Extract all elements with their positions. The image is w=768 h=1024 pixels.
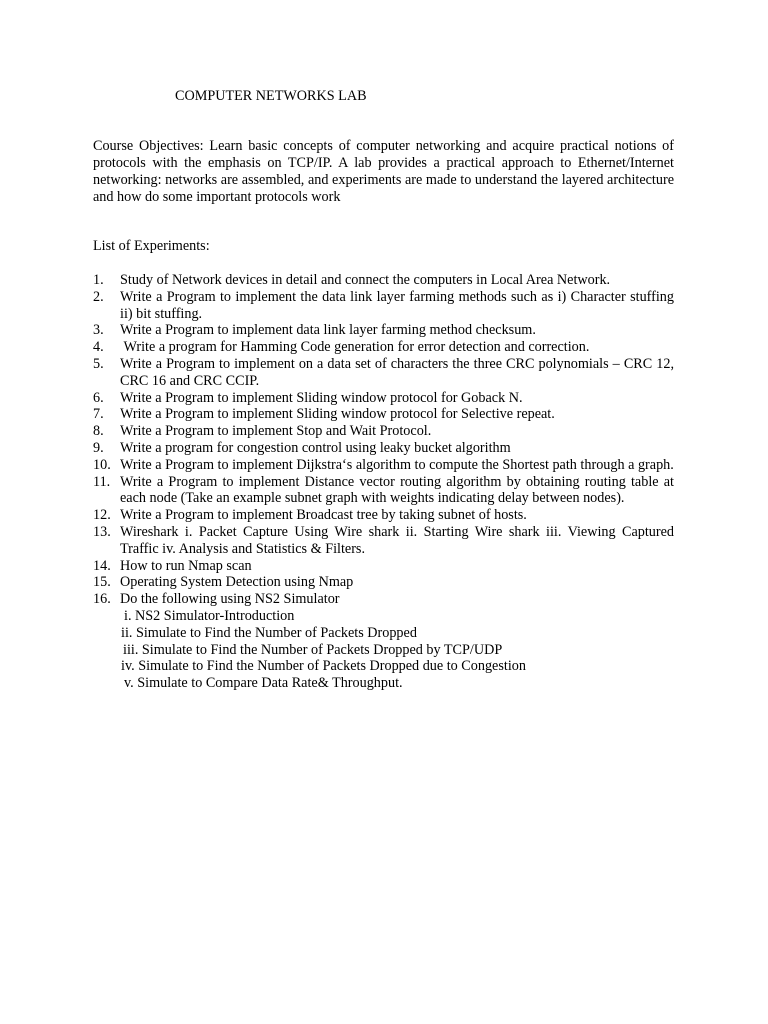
- experiment-text: How to run Nmap scan: [120, 557, 252, 574]
- experiment-number: 6.: [93, 389, 104, 406]
- experiment-item: [93, 440, 674, 457]
- experiment-text: Write a Program to implement Stop and Wait Protocol.: [120, 423, 432, 440]
- ns2-task-item: iii. Simulate to Find the Number of Packets Dropped by TCP/UDP: [123, 641, 503, 658]
- experiment-text: Study of Network devices in detail and connect the computers in Local Area Network.: [120, 272, 611, 288]
- ns2-task-item: ii. Simulate to Find the Number of Packets Dropped: [121, 624, 417, 641]
- course-objectives-paragraph: Course Objectives: Learn basic concepts of computer networking and acquire practical notions of protocols with the emphasis on TCP/IP. A lab provides a practical approach to Ethernet/Internet networking: networks are assembled, and experiments are made to understand the layered architecture and how do some important protocols work: [93, 138, 674, 205]
- experiment-text: Write a Program to implement Distance vector routing algorithm by obtaining routing table at each node (Take an example subnet graph with weights indicating delay between nodes).: [120, 473, 674, 507]
- experiment-text: Operating System Detection using Nmap: [120, 574, 354, 591]
- experiment-text: Wireshark i. Packet Capture Using Wire shark ii. Starting Wire shark iii. Viewing Captured Traffic iv. Analysis and Statistics & Filters.: [120, 523, 674, 557]
- experiment-number: 8.: [93, 423, 104, 440]
- experiment-item: [93, 272, 674, 289]
- ns2-task-list: [120, 608, 674, 692]
- experiment-item: [93, 322, 674, 339]
- ns2-task-item: i. NS2 Simulator-Introduction: [124, 607, 295, 624]
- experiment-item: [93, 457, 674, 474]
- experiment-item: [93, 406, 674, 423]
- experiment-text: Write a Program to implement Broadcast tree by taking subnet of hosts.: [120, 507, 527, 524]
- experiment-item: [93, 574, 674, 591]
- ns2-task-item: iv. Simulate to Find the Number of Packets Dropped due to Congestion: [121, 658, 526, 675]
- ns2-task-item: v. Simulate to Compare Data Rate& Throughput.: [124, 675, 403, 692]
- experiment-number: 16.: [93, 591, 111, 608]
- experiment-text: Write a program for Hamming Code generation for error detection and correction.: [120, 339, 590, 356]
- experiment-text: Write a Program to implement the data link layer farming methods such as i) Character stuffing ii) bit stuffing.: [120, 288, 674, 322]
- experiment-item: [93, 339, 674, 356]
- experiment-item: [93, 289, 674, 323]
- experiment-text: Write a Program to implement Sliding window protocol for Goback N.: [120, 389, 523, 406]
- experiment-number: 11.: [93, 473, 111, 490]
- experiment-item: [93, 390, 674, 407]
- experiment-number: 2.: [93, 288, 104, 305]
- experiment-text: Write a Program to implement Dijkstra‘s algorithm to compute the Shortest path through a graph.: [120, 456, 674, 473]
- page-title: COMPUTER NETWORKS LAB: [175, 88, 367, 104]
- experiment-item: [93, 524, 674, 558]
- experiment-number: 9.: [93, 439, 104, 456]
- experiment-item: [93, 507, 674, 524]
- experiment-item: [93, 423, 674, 440]
- experiment-number: 1.: [93, 272, 104, 288]
- experiment-item: [93, 474, 674, 508]
- experiment-number: 12.: [93, 507, 111, 524]
- experiment-item: [93, 591, 674, 692]
- experiment-text: Write a program for congestion control using leaky bucket algorithm: [120, 439, 511, 456]
- experiment-number: 13.: [93, 523, 111, 540]
- experiment-number: 5.: [93, 355, 104, 372]
- experiment-text: Write a Program to implement on a data set of characters the three CRC polynomials – CRC 12, CRC 16 and CRC CCIP.: [120, 355, 674, 389]
- experiment-number: 14.: [93, 557, 111, 574]
- experiment-item: [93, 356, 674, 390]
- experiment-text: Do the following using NS2 Simulator: [120, 591, 340, 608]
- experiment-text: Write a Program to implement data link layer farming method checksum.: [120, 322, 536, 339]
- experiment-text: Write a Program to implement Sliding window protocol for Selective repeat.: [120, 406, 555, 423]
- experiment-number: 4.: [93, 339, 104, 356]
- experiments-list: [93, 272, 674, 692]
- experiment-item: [93, 558, 674, 575]
- experiment-number: 3.: [93, 322, 104, 339]
- experiment-number: 10.: [93, 456, 111, 473]
- experiments-heading: List of Experiments:: [93, 238, 210, 254]
- experiment-number: 7.: [93, 406, 104, 423]
- experiment-number: 15.: [93, 574, 111, 591]
